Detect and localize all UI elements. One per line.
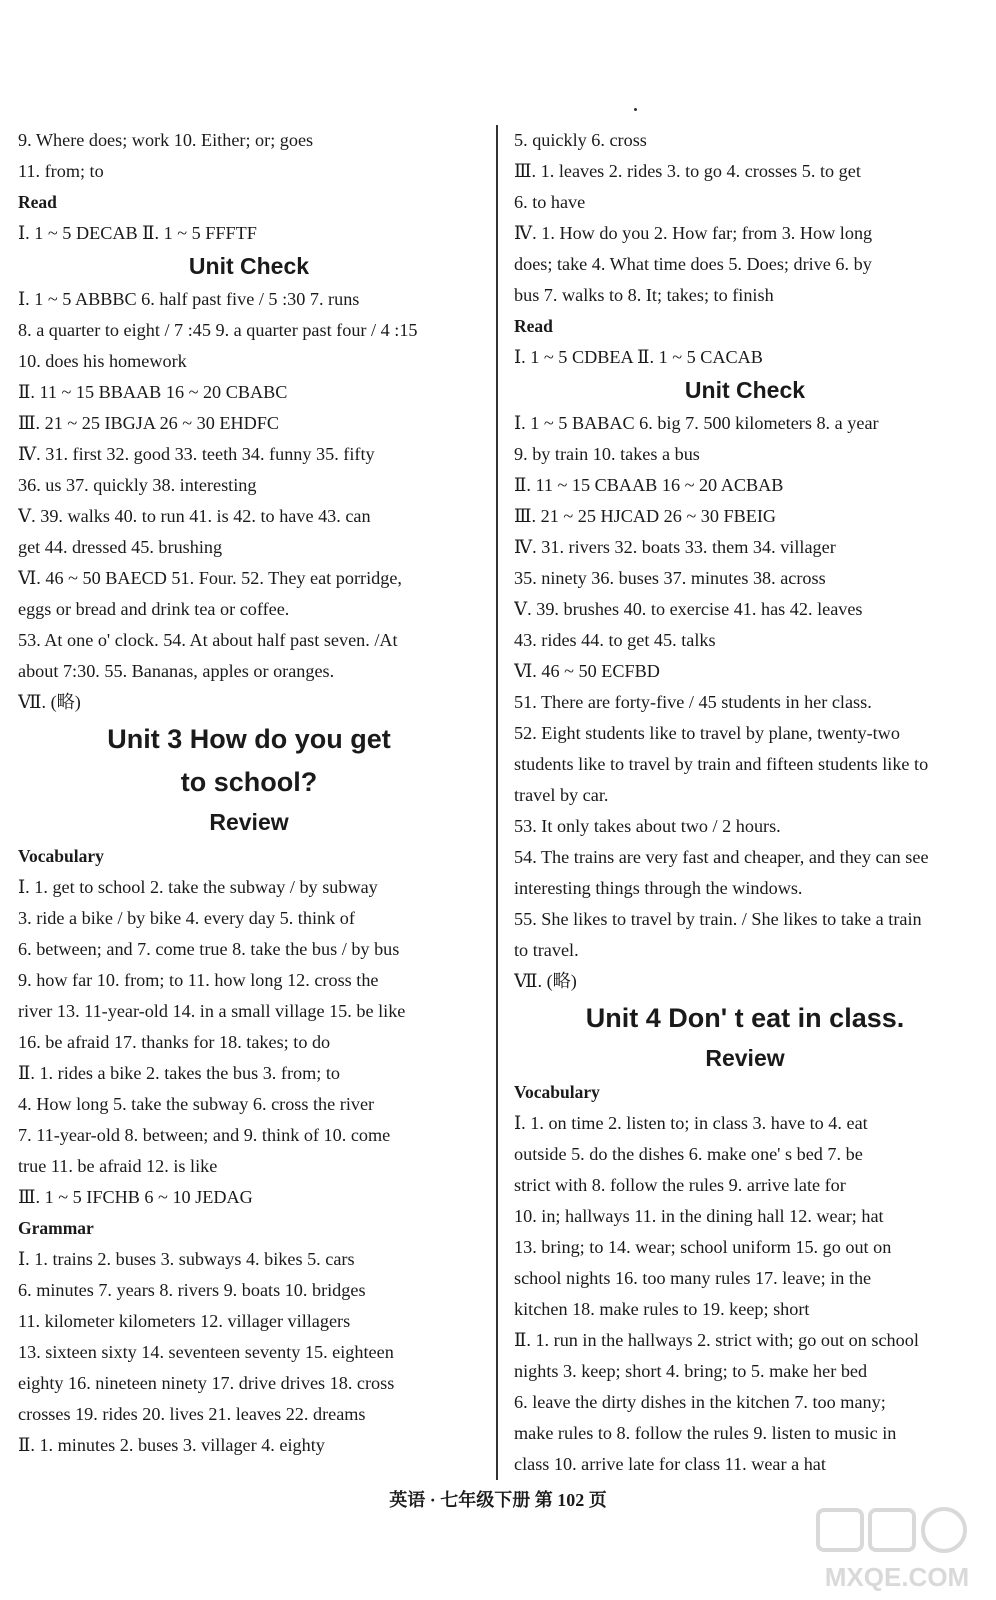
answer-line: Ⅲ. 1. leaves 2. rides 3. to go 4. crosses 5. to get (514, 161, 861, 181)
unit-title: Unit 4 Don' t eat in class. (585, 1003, 905, 1033)
answer-line: 6. to have (514, 192, 586, 212)
section-heading: Vocabulary (18, 846, 104, 866)
answer-line: 4. How long 5. take the subway 6. cross the river (18, 1094, 375, 1114)
answer-line: Ⅲ. 1 ~ 5 IFCHB 6 ~ 10 JEDAG (18, 1187, 253, 1207)
answer-line: 53. At one o' clock. 54. At about half past seven. /At (18, 630, 398, 650)
answer-line: Ⅱ. 1. run in the hallways 2. strict with; go out on school (514, 1330, 919, 1350)
section-heading: Grammar (18, 1218, 94, 1238)
answer-line: 35. ninety 36. buses 37. minutes 38. across (514, 568, 826, 588)
answer-line: students like to travel by train and fifteen students like to (514, 754, 929, 774)
answer-line: 7. 11-year-old 8. between; and 9. think of 10. come (18, 1125, 391, 1145)
section-heading: Read (18, 192, 57, 212)
watermark-logo (812, 1506, 982, 1594)
answer-line: 5. quickly 6. cross (514, 130, 647, 150)
answer-line: outside 5. do the dishes 6. make one' s bed 7. be (514, 1144, 863, 1164)
answer-line: 13. sixteen sixty 14. seventeen seventy 15. eighteen (18, 1342, 394, 1362)
answer-line: 54. The trains are very fast and cheaper, and they can see (514, 847, 929, 867)
answer-line: 10. in; hallways 11. in the dining hall 12. wear; hat (514, 1206, 884, 1226)
answer-line: Ⅰ. 1. get to school 2. take the subway / by subway (18, 877, 378, 897)
answer-line: Ⅵ. 46 ~ 50 ECFBD (514, 661, 660, 681)
answer-line: 16. be afraid 17. thanks for 18. takes; to do (18, 1032, 331, 1052)
answer-line: 43. rides 44. to get 45. talks (514, 630, 716, 650)
answer-line: eggs or bread and drink tea or coffee. (18, 599, 290, 619)
answer-line: 13. bring; to 14. wear; school uniform 15. go out on (514, 1237, 892, 1257)
answer-line: 9. Where does; work 10. Either; or; goes (18, 130, 314, 150)
right-column (514, 125, 976, 1480)
answer-line: Ⅳ. 1. How do you 2. How far; from 3. How long (514, 223, 873, 243)
answer-line: get 44. dressed 45. brushing (18, 537, 223, 557)
answer-line: interesting things through the windows. (514, 878, 803, 898)
left-column (18, 125, 480, 1461)
answer-line: bus 7. walks to 8. It; takes; to finish (514, 285, 774, 305)
answer-line: make rules to 8. follow the rules 9. listen to music in (514, 1423, 897, 1443)
answer-line: kitchen 18. make rules to 19. keep; short (514, 1299, 810, 1319)
answer-line: Ⅵ. 46 ~ 50 BAECD 51. Four. 52. They eat porridge, (18, 568, 402, 588)
unit-title: to school? (180, 767, 318, 797)
answer-line: Ⅳ. 31. first 32. good 33. teeth 34. funny 35. fifty (18, 444, 375, 464)
answer-line: 11. from; to (18, 161, 104, 181)
answer-line: Ⅰ. 1 ~ 5 ABBBC 6. half past five / 5 :30 7. runs (18, 289, 360, 309)
answer-line: does; take 4. What time does 5. Does; drive 6. by (514, 254, 872, 274)
answer-line: Ⅰ. 1. on time 2. listen to; in class 3. have to 4. eat (514, 1113, 868, 1133)
answer-line: nights 3. keep; short 4. bring; to 5. make her bed (514, 1361, 868, 1381)
unit-check-title: Unit Check (188, 253, 310, 279)
answer-line: Ⅲ. 21 ~ 25 HJCAD 26 ~ 30 FBEIG (514, 506, 777, 526)
answer-line: Ⅳ. 31. rivers 32. boats 33. them 34. villager (514, 537, 836, 557)
answer-line: Ⅴ. 39. brushes 40. to exercise 41. has 42. leaves (514, 599, 863, 619)
answer-line: Ⅰ. 1 ~ 5 BABAC 6. big 7. 500 kilometers 8. a year (514, 413, 879, 433)
answer-line: Ⅲ. 21 ~ 25 IBGJA 26 ~ 30 EHDFC (18, 413, 280, 433)
answer-line: 36. us 37. quickly 38. interesting (18, 475, 257, 495)
answer-line: Ⅰ. 1 ~ 5 DECAB Ⅱ. 1 ~ 5 FFFTF (18, 223, 257, 243)
section-heading: Vocabulary (514, 1082, 600, 1102)
review-title: Review (209, 809, 289, 835)
answer-line: 3. ride a bike / by bike 4. every day 5. think of (18, 908, 355, 928)
answer-line: class 10. arrive late for class 11. wear a hat (514, 1454, 826, 1474)
answer-line: true 11. be afraid 12. is like (18, 1156, 218, 1176)
review-title: Review (705, 1045, 785, 1071)
answer-line: school nights 16. too many rules 17. leave; in the (514, 1268, 872, 1288)
answer-line: 53. It only takes about two / 2 hours. (514, 816, 781, 836)
column-divider (496, 125, 498, 1480)
print-speck (634, 108, 637, 111)
section-heading: Read (514, 316, 553, 336)
answer-line: 6. between; and 7. come true 8. take the bus / by bus (18, 939, 400, 959)
unit-check-title: Unit Check (684, 377, 806, 403)
answer-line: 9. how far 10. from; to 11. how long 12. cross the (18, 970, 379, 990)
answer-line: 6. leave the dirty dishes in the kitchen 7. too many; (514, 1392, 886, 1412)
answer-line: strict with 8. follow the rules 9. arrive late for (514, 1175, 846, 1195)
answer-line: eighty 16. nineteen ninety 17. drive drives 18. cross (18, 1373, 395, 1393)
answer-line: 10. does his homework (18, 351, 187, 371)
answer-line: crosses 19. rides 20. lives 21. leaves 22. dreams (18, 1404, 366, 1424)
answer-line: Ⅱ. 1. minutes 2. buses 3. villager 4. eighty (18, 1435, 325, 1455)
answer-line: 8. a quarter to eight / 7 :45 9. a quarter past four / 4 :15 (18, 320, 418, 340)
answer-line: 11. kilometer kilometers 12. villager villagers (18, 1311, 351, 1331)
answer-line: travel by car. (514, 785, 609, 805)
answer-line: river 13. 11-year-old 14. in a small village 15. be like (18, 1001, 406, 1021)
answer-line: Ⅰ. 1 ~ 5 CDBEA Ⅱ. 1 ~ 5 CACAB (514, 347, 763, 367)
answer-line: Ⅱ. 11 ~ 15 CBAAB 16 ~ 20 ACBAB (514, 475, 784, 495)
answer-line: 6. minutes 7. years 8. rivers 9. boats 10. bridges (18, 1280, 366, 1300)
answer-line: Ⅰ. 1. trains 2. buses 3. subways 4. bikes 5. cars (18, 1249, 355, 1269)
watermark-text: MXQE.COM (824, 1562, 970, 1592)
answer-line: Ⅱ. 1. rides a bike 2. takes the bus 3. from; to (18, 1063, 340, 1083)
answer-line: 9. by train 10. takes a bus (514, 444, 700, 464)
answer-line: Ⅴ. 39. walks 40. to run 41. is 42. to have 43. can (18, 506, 371, 526)
answer-line: Ⅶ. (略) (514, 971, 577, 991)
answer-line: 55. She likes to travel by train. / She likes to take a train (514, 909, 922, 929)
answer-line: 51. There are forty-five / 45 students in her class. (514, 692, 872, 712)
answer-line: to travel. (514, 940, 579, 960)
page-footer: 英语 · 七年级下册 第 102 页 (389, 1490, 607, 1510)
unit-title: Unit 3 How do you get (107, 724, 391, 754)
answer-line: Ⅶ. (略) (18, 692, 81, 712)
answer-line: 52. Eight students like to travel by plane, twenty-two (514, 723, 900, 743)
answer-line: Ⅱ. 11 ~ 15 BBAAB 16 ~ 20 CBABC (18, 382, 288, 402)
answer-line: about 7:30. 55. Bananas, apples or oranges. (18, 661, 335, 681)
